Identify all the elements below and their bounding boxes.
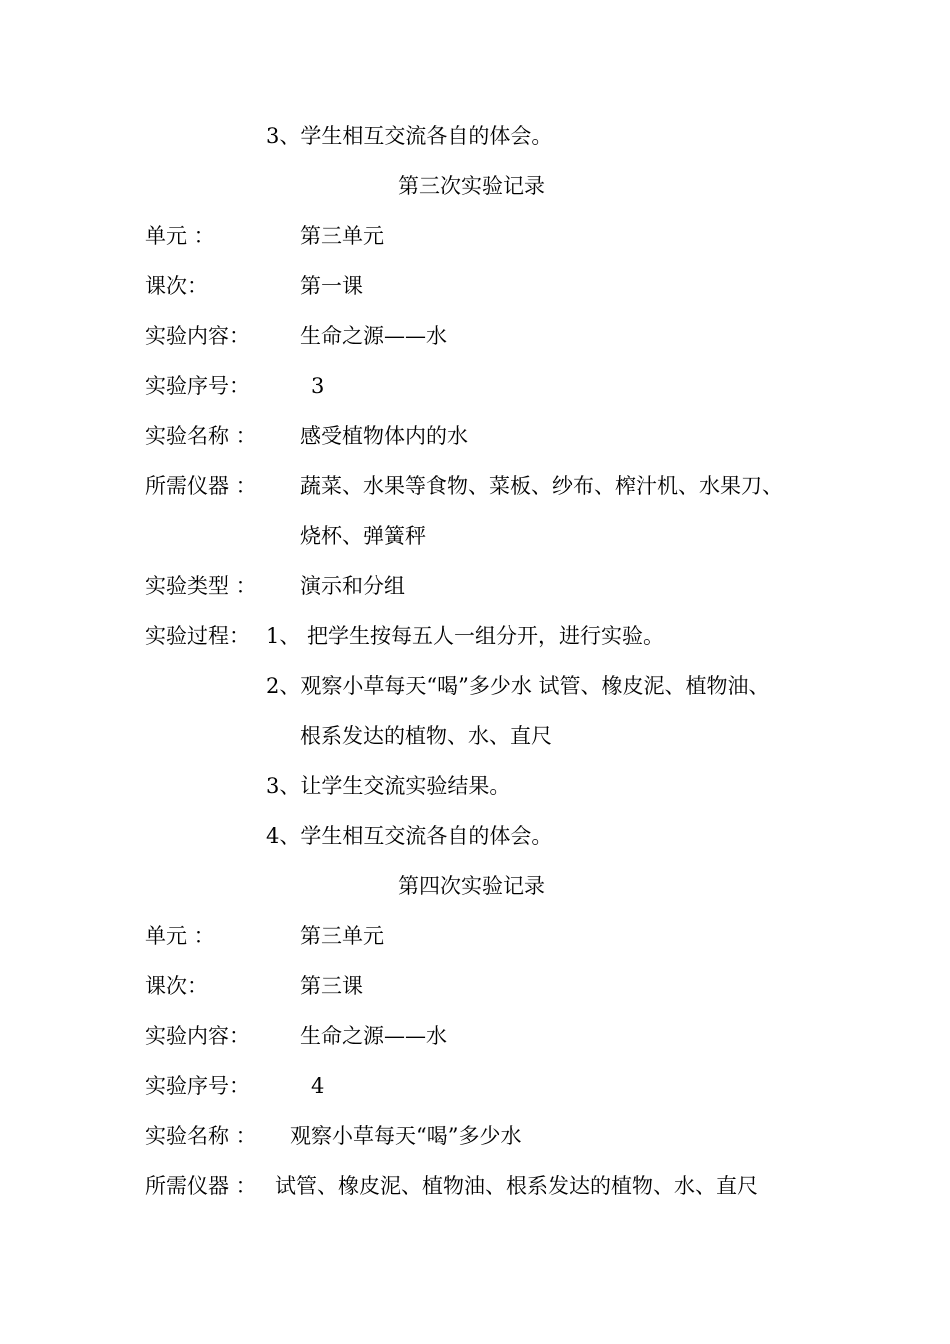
process-step: 4、学生相互交流各自的体会。 bbox=[266, 824, 553, 848]
process-step-continued: 根系发达的植物、水、直尺 bbox=[300, 724, 552, 748]
number-value: 3 bbox=[311, 374, 325, 398]
process-step: 2、观察小草每天“喝”多少水 试管、橡皮泥、植物油、 bbox=[266, 674, 770, 698]
unit-value: 第三单元 bbox=[300, 224, 384, 248]
process-label: 实验过程： bbox=[145, 624, 250, 648]
name-label: 实验名称 ： bbox=[145, 1124, 257, 1148]
content-label: 实验内容： bbox=[145, 1024, 250, 1048]
equipment-label: 所需仪器 ： bbox=[145, 474, 257, 498]
process-step: 3、让学生交流实验结果。 bbox=[266, 774, 511, 798]
name-value: 观察小草每天“喝”多少水 bbox=[290, 1124, 522, 1148]
lesson-value: 第三课 bbox=[300, 974, 363, 998]
lesson-label: 课次： bbox=[145, 974, 208, 998]
content-value: 生命之源——水 bbox=[300, 324, 447, 348]
equipment-label: 所需仪器 ： bbox=[145, 1174, 257, 1198]
lesson-value: 第一课 bbox=[300, 274, 363, 298]
unit-label: 单元 ： bbox=[145, 924, 215, 948]
unit-value: 第三单元 bbox=[300, 924, 384, 948]
type-value: 演示和分组 bbox=[300, 574, 405, 598]
name-label: 实验名称 ： bbox=[145, 424, 257, 448]
number-value: 4 bbox=[311, 1074, 325, 1098]
content-label: 实验内容： bbox=[145, 324, 250, 348]
record-3-title: 第三次实验记录 bbox=[398, 174, 545, 198]
unit-label: 单元 ： bbox=[145, 224, 215, 248]
name-value: 感受植物体内的水 bbox=[300, 424, 468, 448]
equipment-value: 蔬菜、水果等食物、菜板、纱布、榨汁机、水果刀、 bbox=[300, 474, 783, 498]
equipment-value: 试管、橡皮泥、植物油、根系发达的植物、水、直尺 bbox=[275, 1174, 758, 1198]
process-step: 1、 把学生按每五人一组分开，进行实验。 bbox=[266, 624, 665, 648]
content-value: 生命之源——水 bbox=[300, 1024, 447, 1048]
number-label: 实验序号： bbox=[145, 374, 250, 398]
lesson-label: 课次： bbox=[145, 274, 208, 298]
equipment-value-continued: 烧杯、弹簧秤 bbox=[300, 524, 426, 548]
number-label: 实验序号： bbox=[145, 1074, 250, 1098]
record-4-title: 第四次实验记录 bbox=[398, 874, 545, 898]
process-step: 3、学生相互交流各自的体会。 bbox=[266, 124, 553, 148]
type-label: 实验类型 ： bbox=[145, 574, 257, 598]
